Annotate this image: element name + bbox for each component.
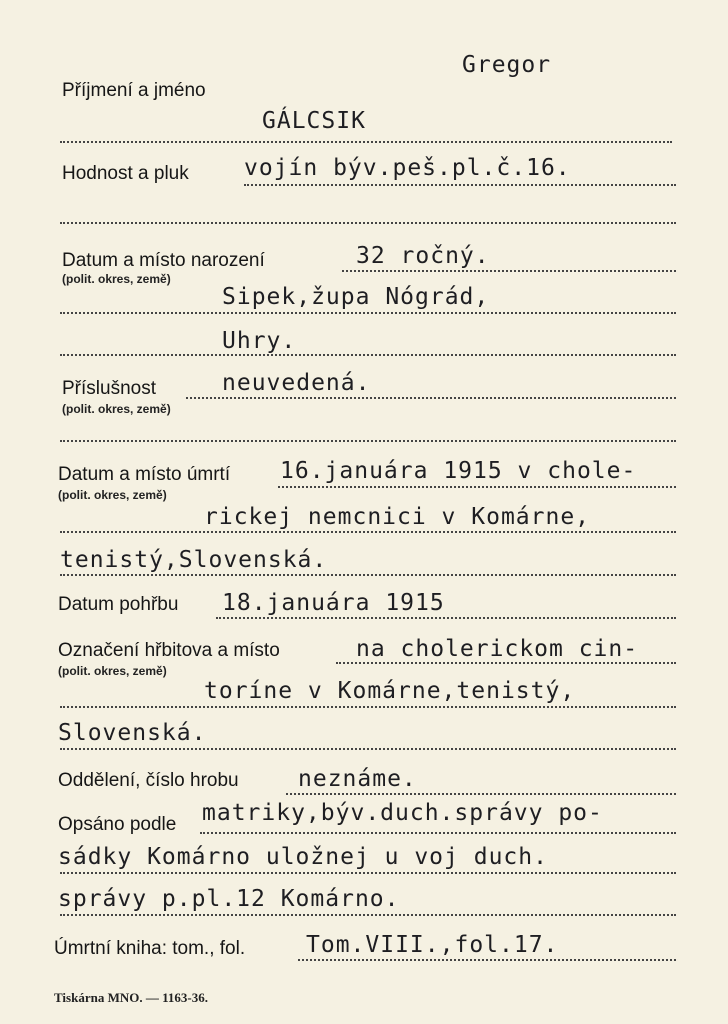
birth-sub-label: (polit. okres, země) — [62, 272, 171, 286]
cemetery-line3-value: Slovenská. — [58, 720, 207, 746]
rank-regiment-label: Hodnost a pluk — [62, 163, 189, 184]
dotted-line — [60, 354, 676, 356]
section-grave-label: Oddělení, číslo hrobu — [58, 770, 239, 791]
death-sub-label: (polit. okres, země) — [58, 488, 167, 502]
death-book-value: Tom.VIII.,fol.17. — [306, 932, 559, 958]
cemetery-line2-value: toríne v Komárne,tenistý, — [204, 678, 576, 704]
birth-line3-value: Uhry. — [222, 328, 297, 354]
death-book-label: Úmrtní kniha: tom., fol. — [54, 938, 246, 959]
domicile-sub-label: (polit. okres, země) — [62, 402, 171, 416]
dotted-line — [60, 914, 676, 916]
rank-regiment-value: vojín býv.peš.pl.č.16. — [244, 155, 571, 181]
cemetery-line1-value: na cholerickom cin- — [356, 636, 639, 662]
printer-footer: Tiskárna MNO. — 1163-36. — [54, 990, 208, 1005]
death-line2-value: rickej nemcnici v Komárne, — [204, 504, 591, 530]
dotted-line — [60, 440, 676, 442]
dotted-line — [186, 397, 676, 399]
domicile-value: neuvedená. — [222, 370, 371, 396]
dotted-line — [60, 141, 672, 143]
surname-name-label: Příjmení a jméno — [62, 80, 206, 101]
domicile-label: Příslušnost — [62, 378, 156, 399]
dotted-line — [60, 872, 676, 874]
birth-line1-value: 32 ročný. — [356, 243, 490, 269]
death-line1-value: 16.januára 1915 v chole- — [280, 458, 637, 484]
dotted-line — [286, 793, 676, 795]
first-name-value: Gregor — [462, 52, 552, 78]
dotted-line — [342, 270, 676, 272]
dotted-line — [60, 222, 676, 224]
cemetery-label: Označení hřbitova a místo — [58, 640, 280, 661]
dotted-line — [278, 486, 676, 488]
copied-line2-value: sádky Komárno uložnej u voj duch. — [58, 844, 548, 870]
dotted-line — [60, 574, 676, 576]
copied-line1-value: matriky,býv.duch.správy po- — [202, 800, 603, 826]
dotted-line — [60, 748, 676, 750]
death-line3-value: tenistý,Slovenská. — [60, 547, 328, 573]
dotted-line — [60, 312, 676, 314]
burial-date-value: 18.januára 1915 — [222, 590, 445, 616]
copied-from-label: Opsáno podle — [58, 814, 177, 835]
dotted-line — [298, 959, 676, 961]
copied-line3-value: správy p.pl.12 Komárno. — [58, 886, 400, 912]
cemetery-sub-label: (polit. okres, země) — [58, 664, 167, 678]
dotted-line — [200, 832, 676, 834]
dotted-line — [60, 706, 676, 708]
dotted-line — [244, 184, 676, 186]
birth-date-place-label: Datum a místo narození — [62, 250, 265, 271]
birth-line2-value: Sipek,župa Nógrád, — [222, 284, 490, 310]
burial-date-label: Datum pohřbu — [58, 594, 179, 615]
surname-value: GÁLCSIK — [262, 108, 366, 134]
dotted-line — [336, 662, 676, 664]
dotted-line — [60, 531, 676, 533]
death-date-place-label: Datum a místo úmrtí — [58, 464, 231, 485]
section-grave-value: neznáme. — [298, 766, 417, 792]
dotted-line — [216, 617, 676, 619]
